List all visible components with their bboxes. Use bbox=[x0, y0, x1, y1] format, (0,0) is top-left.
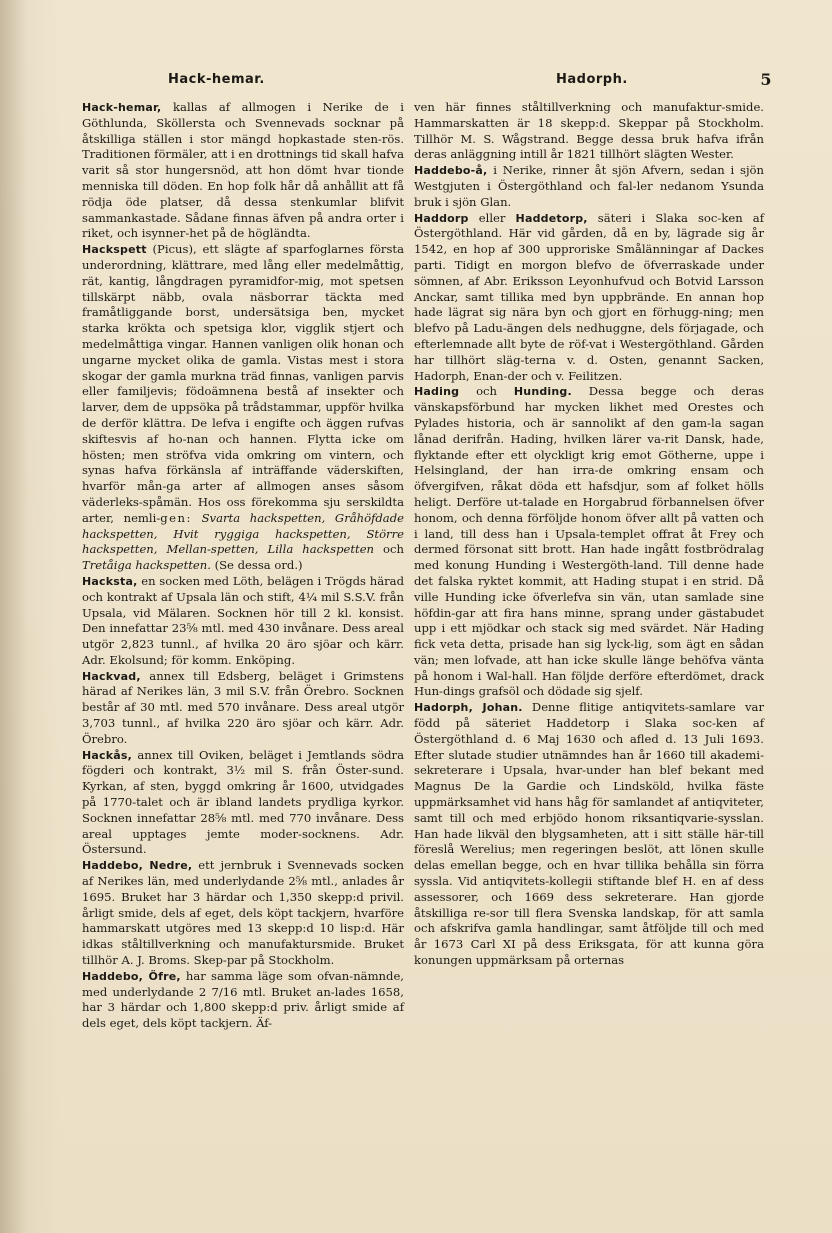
headword: Hackspett bbox=[82, 243, 147, 257]
headword: Hackvad, bbox=[82, 669, 141, 683]
species-list: Svarta hackspetten, Gråhöfdade hackspetten, Hvit ryggiga hackspetten, Större hackspetten, Mellan-spetten, Lilla hackspetten bbox=[82, 510, 405, 557]
entry-text: annex till Edsberg, beläget i Grimstens härad af Nerikes län, 3 mil S.V. från Örebro. Socknen består af 30 mtl. med 570 invånare. Dess areal utgör 3,703 tunnl., af hvilka 220 äro sjöar och kärr. Adr. Örebro. bbox=[82, 668, 404, 746]
entry-hading-hunding bbox=[414, 384, 764, 700]
entry-haddebo-a bbox=[414, 163, 764, 210]
entry-text: annex till Oviken, beläget i Jemtlands södra fögderi och kontrakt, 3½ mil S. från Öster-sund. Kyrkan, af sten, byggd omkring år 1600, utvidgades på 1770-talet och är ibland landets prydliga kyrkor. Socknen innefattar 28⅝ mtl. med 770 invånare. Dess areal upptages jemte moder-socknens. Adr. Östersund. bbox=[82, 747, 404, 857]
entry-text: har samma läge som ofvan-nämnde, med underlydande 2 7/16 mtl. Bruket an-lades 1658, har 3 härdar och 1,800 skepp:d priv. årligt smide af dels eget, dels köpt tackjern. Äf- bbox=[82, 968, 404, 1031]
headword: Haddorp bbox=[414, 211, 469, 225]
connector: och bbox=[459, 384, 514, 399]
entry-text: (Picus), ett slägte af sparfoglarnes första underordning, klättrare, med lång eller medelmåttig, rät, kantig, långdragen pyramidfor-mig, mot spetsen tillskärpt näbb, ovala näsborrar täckta med framåtliggande borst, undersätsiga ben, mycket starka krökta och spetsiga klor, vigglik stjert och medelmåttiga vingar. Hannen vanligen olik honan och ungarne mycket olika de gamla. Vistas mest i stora skogar der gamla murkna träd finnas, vanligen parvis eller familjevis; födoämnena bestå af insekter och larver, dem de uppsöka på trådstammar, uppför hvilka de derför klättra. De lefva i engifte och äggen rufvas skiftesvis af ho-nan och hannen. Flytta icke om hösten; men ströfva vida omkring om vintern, och synas hafva förkänsla af inträffande väderskiften, hvarför mån-ga arter af allmogen anses såsom väderleks-spåmän. Hos oss förekomma sju serskildta arter, nemli- bbox=[82, 242, 404, 525]
headword: Hading bbox=[414, 385, 460, 399]
headword: Haddebo, Nedre, bbox=[82, 859, 193, 873]
entry-text: ett jernbruk i Svennevads socken af Nerikes län, med underlydande 2⅝ mtl., anlades år 1695. Bruket har 3 härdar och 1,350 skepp:d privil. årligt smide, dels af eget, dels köpt tackjern, hvarföre hammarskatt utgöres med 13 skepp:d 10 lisp:d. Här idkas ståltillverkning och manufaktursmide. Bruket tillhör A. J. Broms. Skep-par på Stockholm. bbox=[82, 858, 404, 968]
entry-continuation bbox=[414, 100, 764, 163]
headword: Hack-hemar, bbox=[82, 101, 162, 114]
headword: Haddebo-å, bbox=[414, 164, 488, 178]
entry-hadorph-johan bbox=[414, 700, 764, 969]
headword: Haddebo, Öfre, bbox=[82, 969, 181, 983]
right-running-head: Hadorph. bbox=[556, 72, 628, 87]
left-running-head: Hack-hemar. bbox=[168, 72, 265, 87]
entry-text: Denne flitige antiqvitets-samlare var född på säteriet Haddetorp i Slaka soc-ken af Östergöthland d. 6 Maj 1630 och afled d. 13 Juli 1693. Efter slutade studier utnämndes han år 1660 till akademi-sekreterare i Upsala, hvar-under han blef bekant med Magnus De la Gardie och Lindsköld, hvilka fäste uppmärksamhet vid hans håg för samlandet af antiqviteter, samt till och med erbjödo honom riksantiqvarie-sysslan. Han hade likväl den blygsamheten, att i sitt ställe här-till föreslå Werelius; men regeringen beslöt, att lönen skulle delas emellan begge, och en hvar tillika behålla sin förra syssla. Vid antiqvitets-kollegii stiftande blef H. en af dess assessorer, och 1669 dess sekreterare. Han gjorde åtskilliga re-sor till flera Svenska landskap, för att samla och afskrifva gamla handlingar, samt åtföljde till och med år 1673 Carl XI på dess Eriksgata, för att kunna göra konungen uppmärksam på orternas bbox=[414, 700, 764, 968]
headword: Hadorph, Johan. bbox=[414, 701, 523, 715]
entry-hack-hemar bbox=[82, 100, 404, 242]
running-header bbox=[60, 70, 772, 90]
species-last: Tretåiga hackspetten. bbox=[82, 558, 211, 573]
entry-hackvad bbox=[82, 669, 404, 748]
entry-text: ven här finnes ståltillverkning och manufaktur-smide. Hammarskatten är 18 skepp:d. Skeppar på Stockholm. Tillhör M. S. Wågstrand. Begge dessa bruk hafva ifrån deras anläggning intill år 1821 tillhört slägten Wester. bbox=[414, 100, 764, 162]
entry-text: i Nerike, rinner åt sjön Afvern, sedan i sjön Westgjuten i Östergöthland och fal-ler nedanom Ysunda bruk i sjön Glan. bbox=[414, 163, 764, 209]
species-and: och bbox=[374, 542, 404, 557]
entry-text: en socken med Löth, belägen i Trögds härad och kontrakt af Upsala län och stift, 4¼ mil S.S.V. från Upsala, vid Mälaren. Socknen hör till 2 kl. konsist. Den innefattar 23⅝ mtl. med 430 invånare. Dess areal utgör 2,823 tunnl., af hvilka 20 äro sjöar och kärr. Adr. Ekolsund; för komm. Enköping. bbox=[82, 573, 404, 667]
headword-secondary: Hunding. bbox=[513, 385, 572, 399]
headword: Hacksta, bbox=[82, 574, 138, 588]
entry-haddorp bbox=[414, 211, 764, 385]
entry-text-end: (Se dessa ord.) bbox=[210, 558, 303, 573]
species-lead: gen: bbox=[160, 510, 192, 525]
entry-hackas bbox=[82, 748, 404, 859]
entry-hackspett bbox=[82, 242, 404, 574]
entry-haddebo-nedre bbox=[82, 858, 404, 969]
headword-secondary: Haddetorp, bbox=[515, 211, 588, 225]
entry-text: Dessa begge och deras vänskapsförbund har mycken likhet med Orestes och Pylades historia, och är sannolikt af den gam-la sagan lånad derifrån. Hading, hvilken lärer va-rit Dansk, hade, flyktande efter ett olyckligt krig emot Götherne, uppe i Helsingland, der han irra-de omkring ensam och öfvergifven, råkat döda ett hafsdjur, som af folket hölls heligt. Derföre ut-talade en Horgabrud förbannelsen öfver honom, och denna förföljde honom öfver allt på vatten och i land, till dess han i Upsala-templet offrat åt Frey och dermed försonat sitt brott. Han hade ingått fostbrödralag med konung Hunding i Westergöth-land. Till denne hade det falska ryktet kommit, att Hading stupat i en strid. Då ville Hunding icke öfverlefva sin vän, utan samlade sine höfdin-gar att fira hans minne, sprang under gästabudet upp i ett mjödkar och stack sig med svärdet. När Hading fick veta detta, prisade han sig lyck-lig, som ägt en sådan vän; men lofvade, att han icke skulle länge behöfva vänta på honom i Wal-hall. Han följde derföre efterdömet, drack Hun-dings grafsöl och dödade sig sjelf. bbox=[414, 384, 764, 699]
connector: eller bbox=[468, 210, 516, 225]
entry-text: säteri i Slaka soc-ken af Östergöthland. Här vid gården, då en by, lägrade sig år 1542, en hop af 300 upproriske Smålänningar af Dackes parti. Tidigt en morgon blefvo de öfverraskade under sömnen, af Abr. Eriksson Leyonhufvud och Botvid Larsson Anckar, samt tillika med byn uppbrände. En annan hop hade lägrat sig nära byn och gjort en förhugg-ning; men blefvo på Ladu-ängen dels nedhuggne, dels förjagade, och efterlemnade allt byte de röf-vat i Westergöthland. Gården har tillhört släg-terna v. d. Osten, genannt Sacken, Hadorph, Enan-der och v. Feilitzen. bbox=[414, 210, 764, 383]
entry-hacksta bbox=[82, 574, 404, 669]
entry-haddebo-ofre bbox=[82, 969, 404, 1032]
left-column bbox=[82, 100, 404, 1032]
headword: Hackås, bbox=[82, 748, 133, 762]
right-column bbox=[414, 100, 764, 969]
entry-text: kallas af allmogen i Nerike de i Göthlunda, Sköllersta och Svennevads socknar på åtskilliga ställen i stor mängd hopkastade sten-rös. Traditionen förmäler, att i en drottnings tid skall hafva varit så stor hungersnöd, att hon dömt hvar tionde menniska till döden. En hop folk hår då anhållit att få rödja öde platser, då dessa stenkumlar blifvit sammankastade. Sådane finnas äfven på andra orter i riket, och isynner-het på de högländta. bbox=[82, 100, 404, 241]
page-number: 5 bbox=[760, 70, 772, 89]
